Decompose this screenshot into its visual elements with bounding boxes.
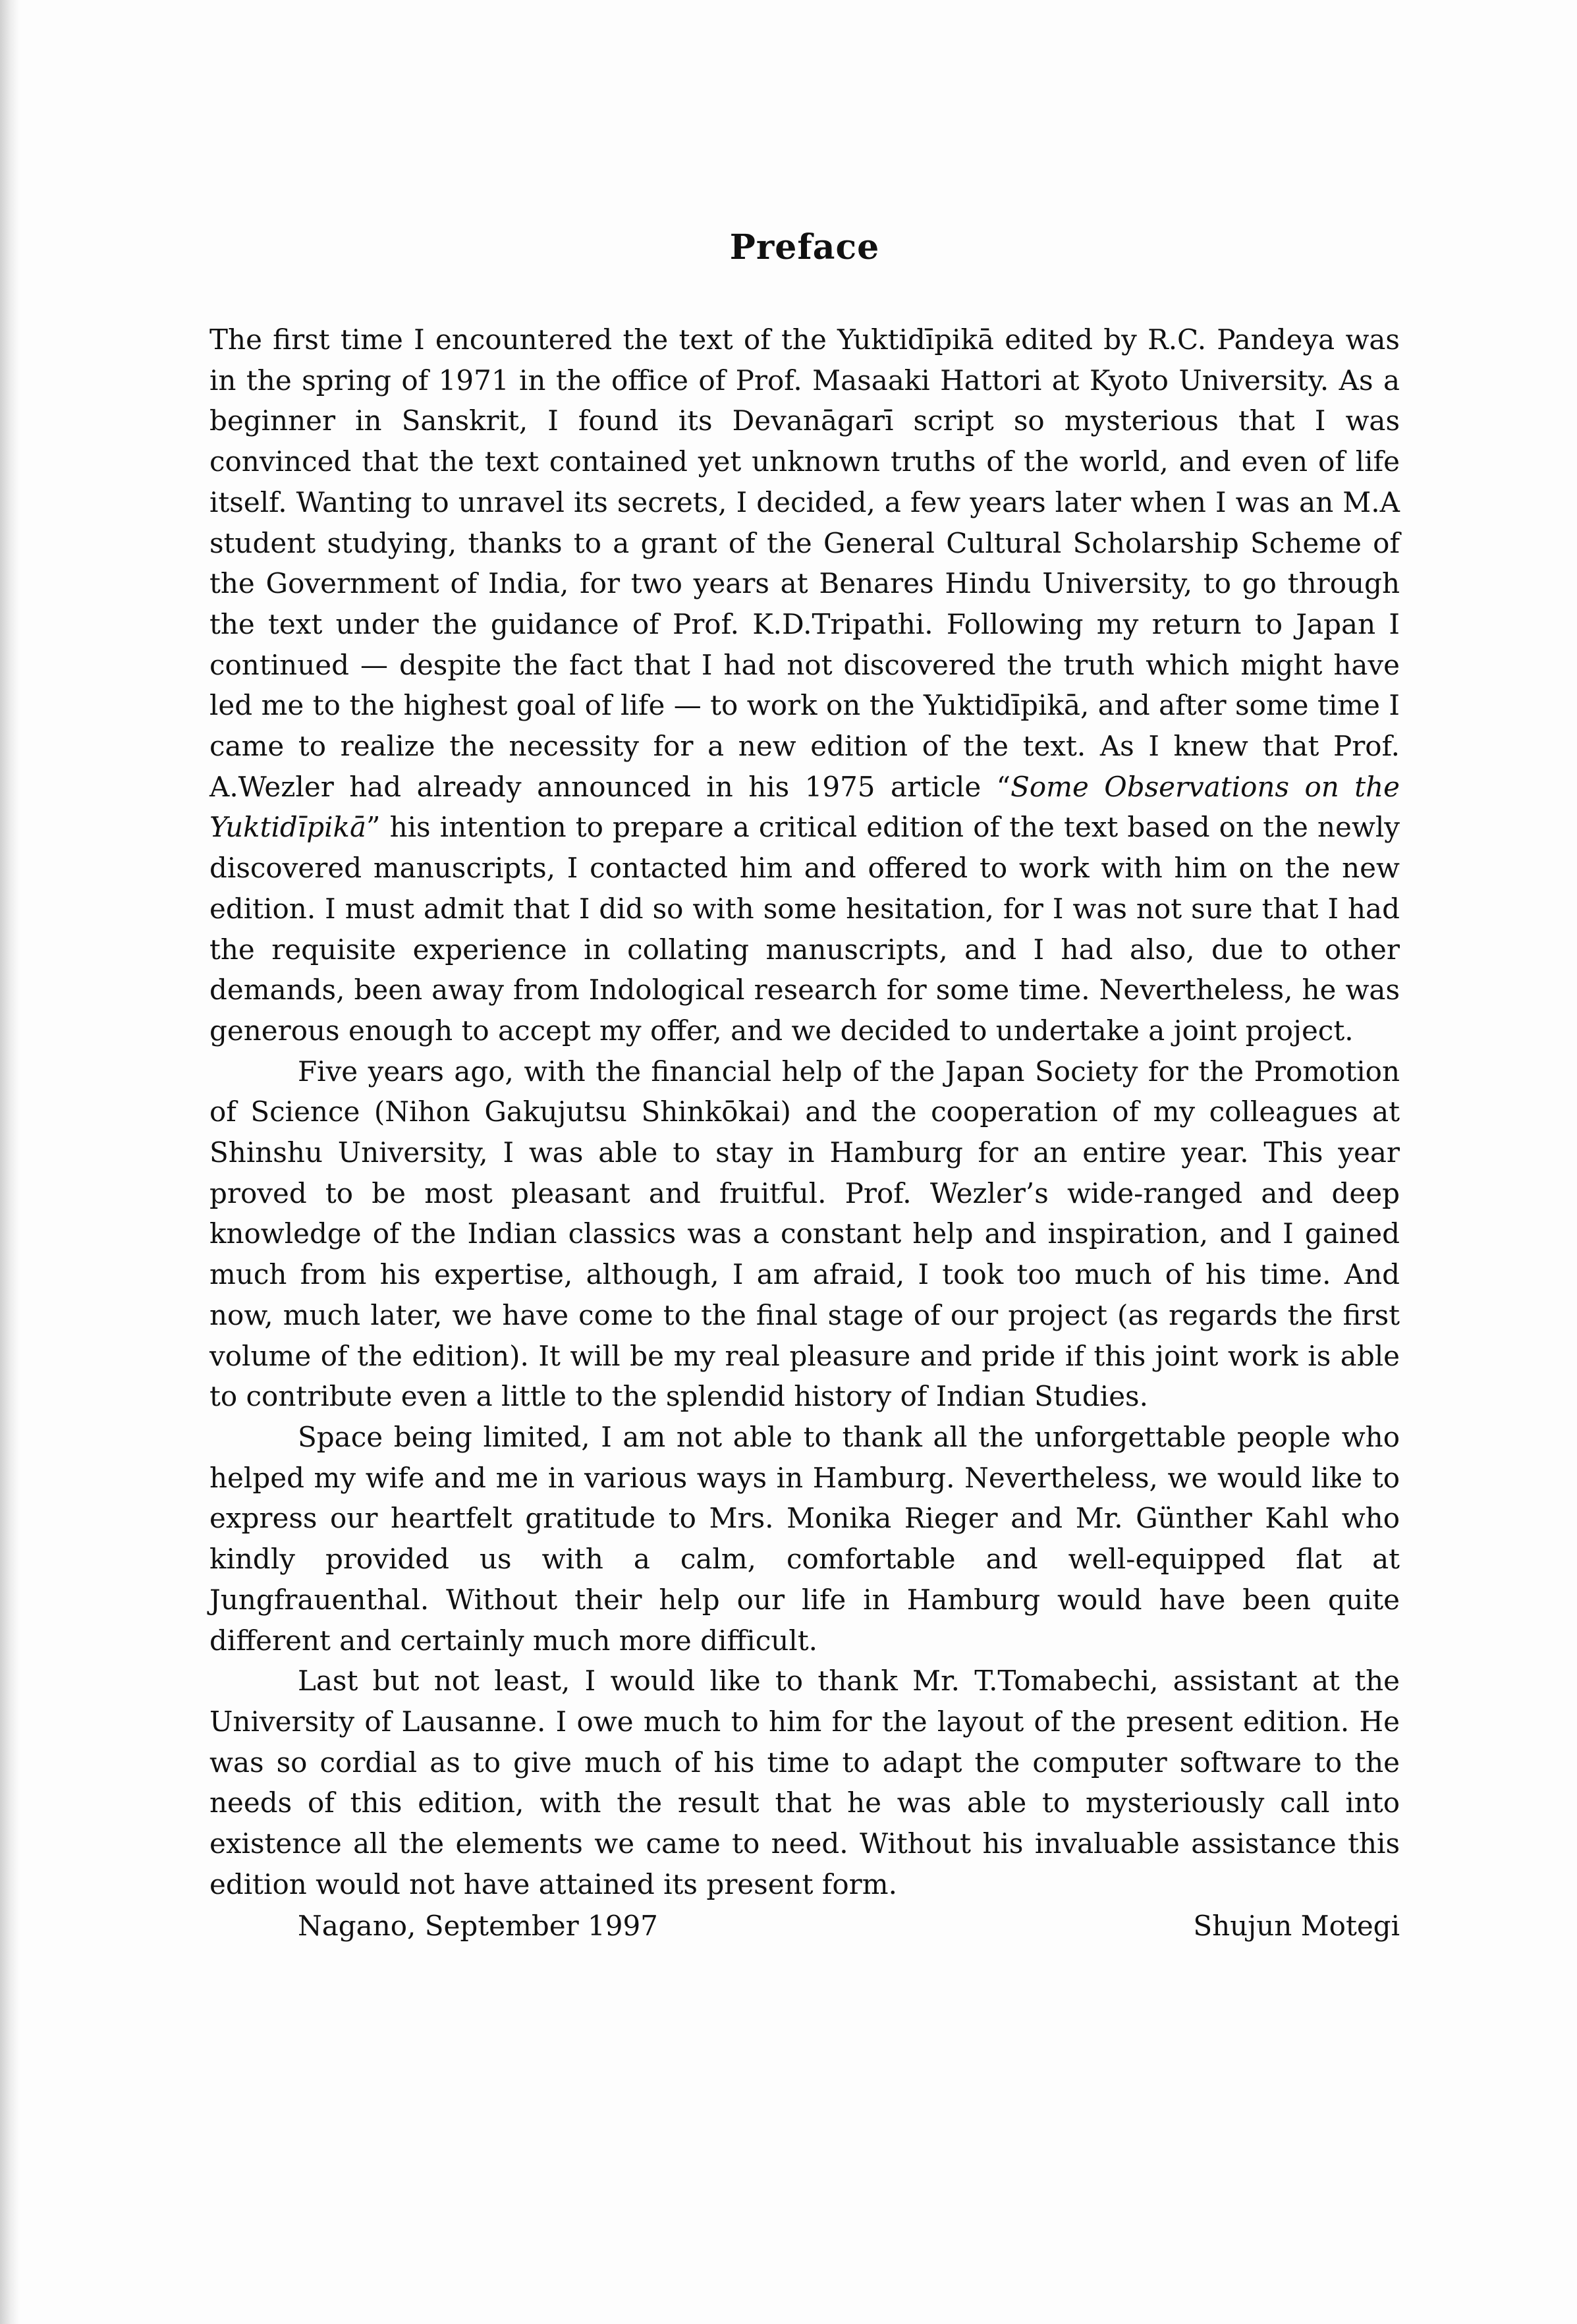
article-title-italic: Some Observations on the Yuktidīpikā xyxy=(209,770,1400,844)
document-body xyxy=(209,221,1400,1947)
paragraph-1 xyxy=(209,319,1400,1051)
page-title: Preface xyxy=(729,227,880,267)
signoff xyxy=(209,1906,1400,1947)
paragraph-1-text-end: ” his intention to prepare a critical edition of the text based on the newly discovered manuscripts, I contacted him and offered to work with him on the new edition. I must admit that I did so with some hesitation, for I was not sure that I had the requisite experience in collating manuscripts, and I had also, due to other demands, been away from Indological research for some time. Nevertheless, he was generous enough to accept my offer, and we decided to undertake a joint project. xyxy=(209,811,1400,1047)
paragraph-4: Last but not least, I would like to thank Mr. T.Tomabechi, assistant at the University of Lausanne. I owe much to him for the layout of the present edition. He was so cordial as to give much of his time to adapt the computer software to the needs of this edition, with the result that he was able to mysteriously call into existence all the elements we came to need. Without his invaluable assistance this edition would not have attained its present form. xyxy=(209,1665,1400,1900)
author-name: Shujun Motegi xyxy=(1193,1910,1400,1943)
paragraph-3: Space being limited, I am not able to thank all the unforgettable people who helped my wife and me in various ways in Hamburg. Nevertheless, we would like to express our heartfelt gratitude to Mrs. Monika Rieger and Mr. Günther Kahl who kindly provided us with a calm, comfortable and well-equipped flat at Jungfrauenthal. Without their help our life in Hamburg would have been quite different and certainly much more difficult. xyxy=(209,1420,1400,1657)
page-edge-shadow xyxy=(0,0,20,2324)
place-date: Nagano, September 1997 xyxy=(298,1910,658,1943)
paragraph-2: Five years ago, with the financial help of the Japan Society for the Promotion of Science (Nihon Gakujutsu Shinkōkai) and the cooperation of my colleagues at Shinshu University, I was able to stay in Hamburg for an entire year. This year proved to be most pleasant and fruitful. Prof. Wezler’s wide-ranged and deep knowledge of the Indian classics was a constant help and inspiration, and I gained much from his expertise, although, I am afraid, I took too much of his time. And now, much later, we have come to the final stage of our project (as regards the first volume of the edition). It will be my real pleasure and pride if this joint work is able to contribute even a little to the splendid history of Indian Studies. xyxy=(209,1055,1400,1413)
paragraph-1-text-start: The first time I encountered the text of the Yuktidīpikā edited by R.C. Pandeya was in the spring of 1971 in the office of Prof. Masaaki Hattori at Kyoto University. As a beginner in Sanskrit, I found its Devanāgarī script so mysterious that I was convinced that the text contained yet unknown truths of the world, and even of life itself. Wanting to unravel its secrets, I decided, a few years later when I was an M.A student studying, thanks to a grant of the General Cultural Scholarship Scheme of the Government of India, for two years at Benares Hindu University, to go through the text under the guidance of Prof. K.D.Tripathi. Following my return to Japan I continued — despite the fact that I had not discovered the truth which might have led me to the highest goal of life — to work on the Yuktidīpikā, and after some time I came to realize the necessity for a new edition of the text. As I knew that Prof. A.Wezler had already announced in his 1975 article “ xyxy=(209,323,1400,803)
